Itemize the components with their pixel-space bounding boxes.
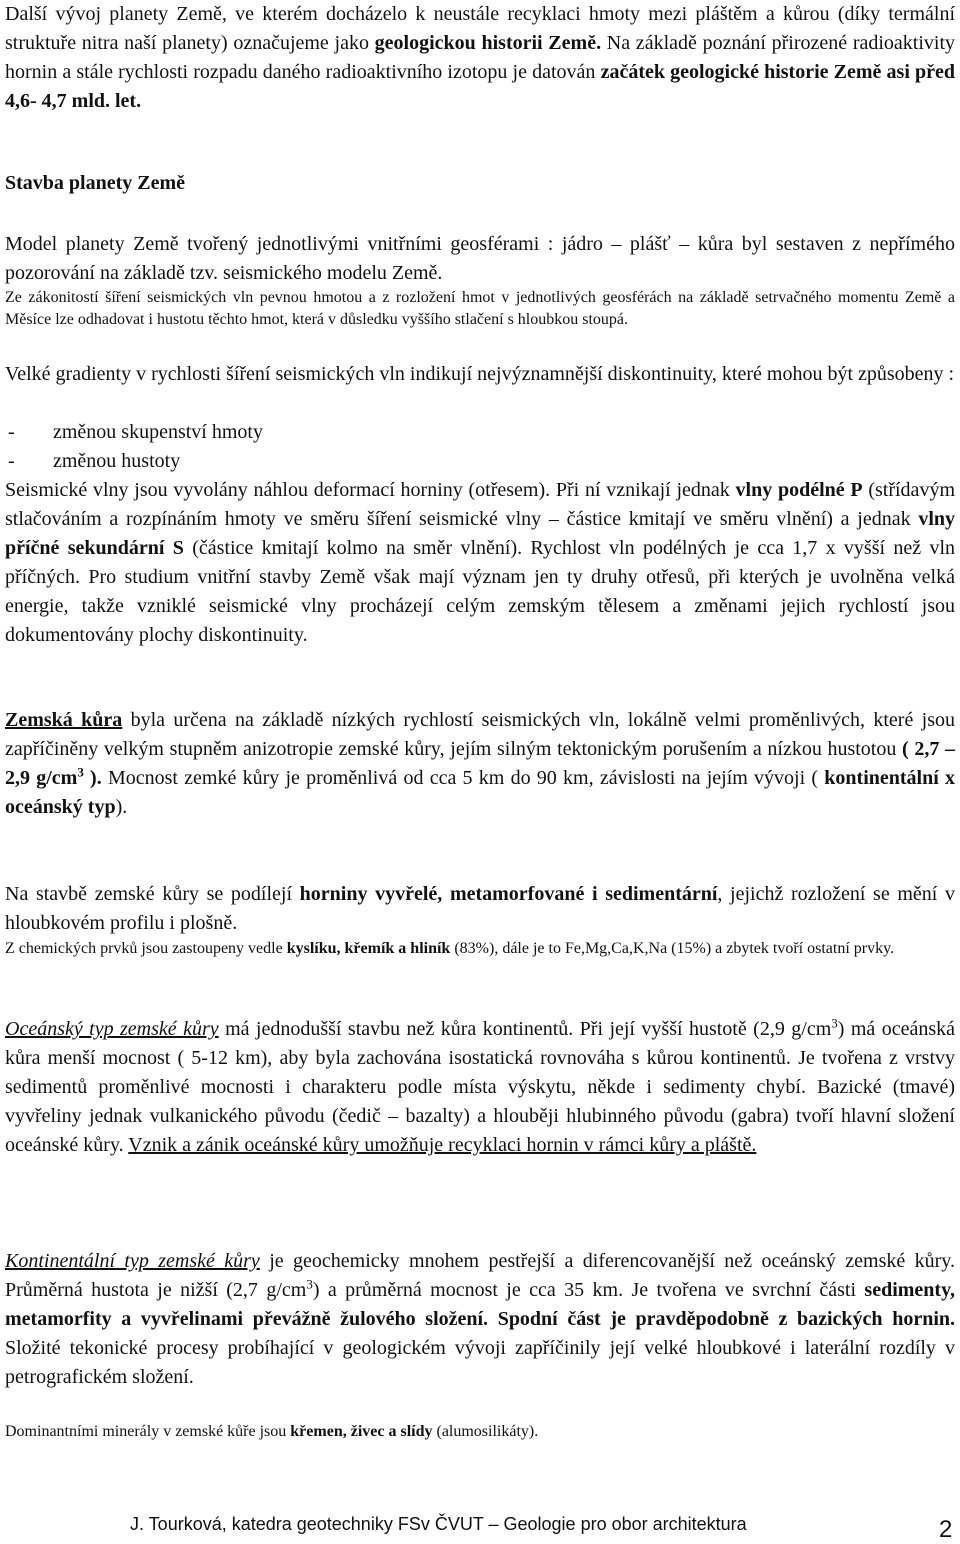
page-number: 2 (939, 1516, 953, 1543)
page-footer (0, 1512, 960, 1543)
paragraph-density-estimation: Ze zákonitostí šíření seismických vln pevnou hmotou a z rozložení hmot v jednotlivých geosférách na základě setrvačného momentu Země a Měsíce lze odhadovat i hustotu těchto hmot, která v důsledku vyššího stlačení s hloubkou stoupá. (5, 289, 955, 328)
footer-text: J. Tourková, katedra geotechniky FSv ČVUT – Geologie pro obor architektura (130, 1514, 747, 1534)
paragraph-oceanic-crust: Oceánský typ zemské kůry má jednodušší stavbu než kůra kontinentů. Při její vyšší hustotě (2,9 $g/cm^3$) má oceánská kůra menší mocnost ( 5-12 km), aby byla zachována isostatická rovnováha s kůrou kontinentů. Je tvořena z vrstvy sedimentů proměnlivé mocnosti i charakteru podle místa výskytu, někde i sedimenty chybí. Bazické (tmavé) vyvřeliny jednak vulkanického původu (čedič – bazalty) a hlouběji hlubinného původu (gabra) tvoří hlavní složení oceánské kůry. Vznik a zánik oceánské kůry umožňuje recyklaci hornin v rámci kůry a pláště. (5, 1015, 955, 1156)
paragraph-continental-crust: Kontinentální typ zemské kůry je geochemicky mnohem pestřejší a diferencovanější než oceánský zemské kůry. Průměrná hustota je nižší (2,7 $g/cm^3$) a průměrná mocnost je cca 35 km. Je tvořena ve svrchní části sedimenty, metamorfity a vyvřelinami převážně žulového složení. Spodní část je pravděpodobně z bazických hornin. Složité tekonické procesy probíhající v geologickém vývoji zapříčinily její velké hloubkové i laterální rozdíly v petrografickém složení. (5, 1250, 955, 1388)
paragraph-rock-types: Na stavbě zemské kůry se podílejí horniny vyvřelé, metamorfované i sedimentární, jejichž rozložení se mění v hloubkovém profilu i plošně. (5, 883, 955, 934)
paragraph-geological-history: Další vývoj planety Země, ve kterém docházelo k neustále recyklaci hmoty mezi pláštěm a kůrou (díky termální struktuře nitra naší planety) označujeme jako geologickou historii Země. Na základě poznání přirozené radioaktivity hornin a stále rychlosti rozpadu daného radioaktivního izotopu je datován začátek geologické historie Země asi před 4,6- 4,7 mld. let. (5, 3, 956, 112)
paragraph-chemical-elements: Z chemických prvků jsou zastoupeny vedle kyslíku, křemík a hliník (83%), dále je to Fe,Mg,Ca,K,Na (15%) a zbytek tvoří ostatní prvky. (5, 940, 895, 957)
list-item: - změnou skupenství hmoty (8, 421, 263, 443)
paragraph-discontinuities: Velké gradienty v rychlosti šíření seismických vln indikují nejvýznamnější diskontinuity, které mohou být způsobeny : (5, 363, 955, 385)
list-item: - změnou hustoty (8, 450, 181, 472)
paragraph-earth-model: Model planety Země tvořený jednotlivými vnitřními geosférami : jádro – plášť – kůra byl sestaven z nepřímého pozorování na základě tzv. seismického modelu Země. (5, 233, 955, 284)
paragraph-earth-crust: Zemská kůra byla určena na základě nízkých rychlostí seismických vln, lokálně velmi proměnlivých, které jsou zapříčiněny velkým stupněm anizotropie zemské kůry, jejím silným tektonickým porušením a nízkou hustotou ( 2,7 – 2,9 $g/cm^3$ ). Mocnost zemké kůry je proměnlivá od cca 5 km do 90 km, závislosti na jejím vývoji ( kontinentální x oceánský typ). (5, 709, 956, 818)
paragraph-seismic-waves: Seismické vlny jsou vyvolány náhlou deformací horniny (otřesem). Při ní vznikají jednak vlny podélné P (střídavým stlačováním a rozpínáním hmoty ve směru šíření seismické vlny – částice kmitají ve směru vlnění) a jednak vlny příčné sekundární S (částice kmitají kolmo na směr vlnění). Rychlost vln podélných je cca 1,7 x vyšší než vln příčných. Pro studium vnitřní stavby Země však mají význam jen ty druhy otřesů, při kterých je uvolněna velká energie, takže vzniklé seismické vlny procházejí celým zemským tělesem a změnami jejich rychlostí jsou dokumentovány plochy diskontinuity. (5, 479, 956, 646)
paragraph-dominant-minerals: Dominantními minerály v zemské kůře jsou křemen, živec a slídy (alumosilikáty). (5, 1423, 539, 1440)
section-heading: Stavba planety Země (5, 172, 185, 194)
